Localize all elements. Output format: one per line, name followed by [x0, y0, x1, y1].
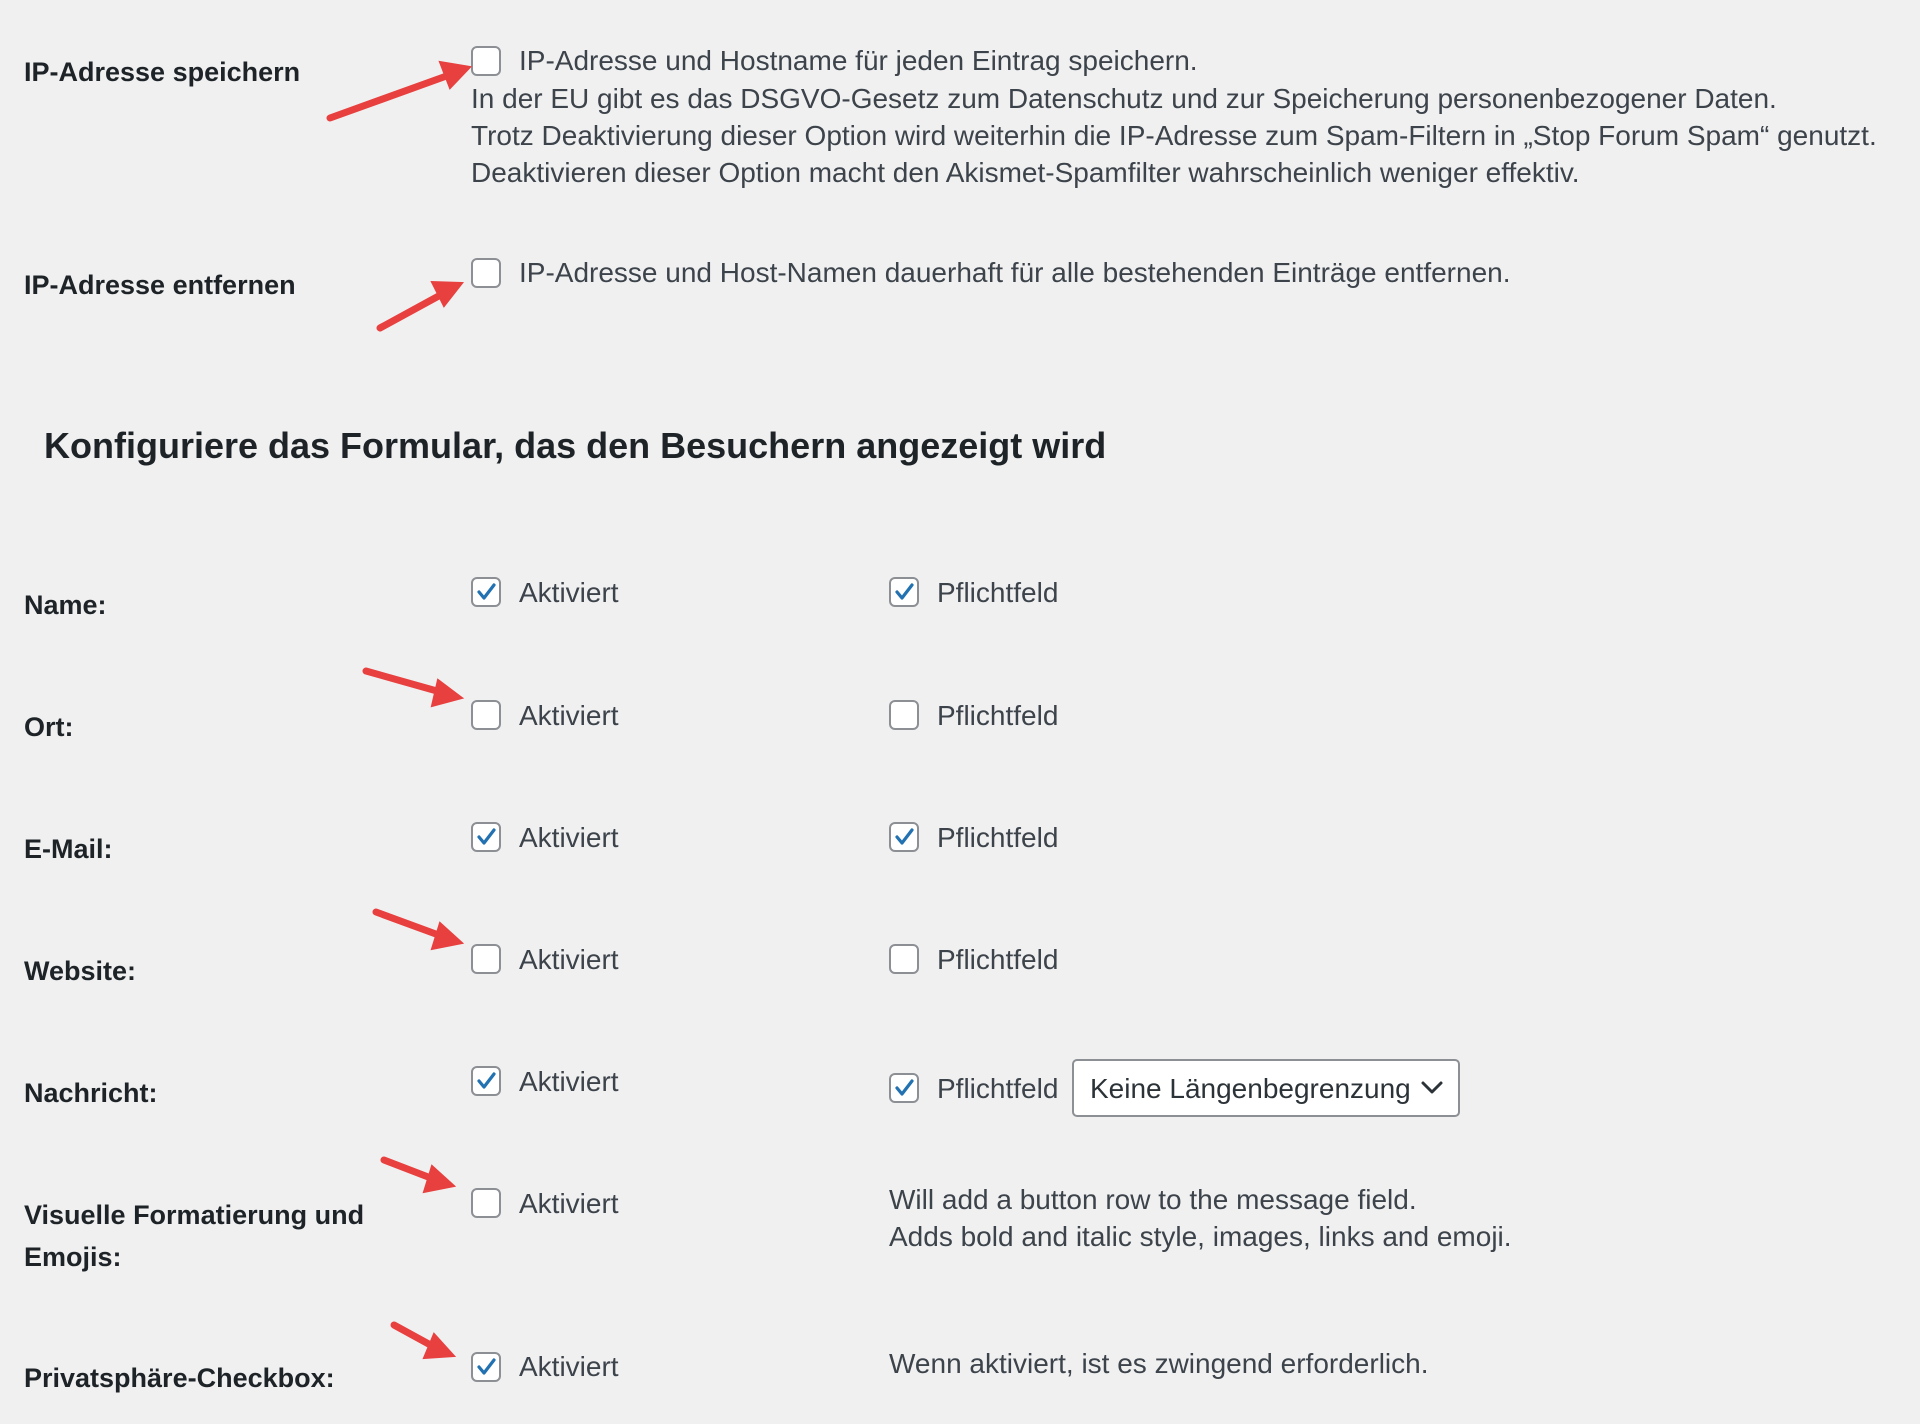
save-ip-checkbox[interactable] [471, 46, 501, 76]
website-enabled-checkbox[interactable] [471, 944, 501, 974]
arrow-icon-website [376, 912, 462, 949]
ort-enabled-label: Aktiviert [519, 700, 619, 731]
formatting-description-2: Adds bold and italic style, images, links and emoji. [889, 1221, 1512, 1252]
checkmark-icon [475, 581, 497, 603]
website-required-checkbox[interactable] [889, 944, 919, 974]
nachricht-required-label: Pflichtfeld [937, 1073, 1059, 1104]
email-enabled-label: Aktiviert [519, 822, 619, 853]
save-ip-description-1: In der EU gibt es das DSGVO-Gesetz zum Datenschutz und zur Speicherung personenbezogener Daten. [471, 83, 1777, 114]
save-ip-description-3: Deaktivieren dieser Option macht den Akismet-Spamfilter wahrscheinlich weniger effektiv. [471, 157, 1580, 188]
name-enabled-label: Aktiviert [519, 577, 619, 608]
name-enabled-checkbox[interactable] [471, 577, 501, 607]
arrow-icon-save-ip [330, 62, 470, 118]
message-length-select[interactable] [1072, 1059, 1460, 1117]
checkmark-icon [893, 826, 915, 848]
name-required-label: Pflichtfeld [937, 577, 1059, 608]
checkmark-icon [893, 1077, 915, 1099]
nachricht-enabled-label: Aktiviert [519, 1066, 619, 1097]
chevron-down-icon [1420, 1079, 1444, 1097]
row-label-privacy-checkbox: Privatsphäre-Checkbox: [24, 1363, 335, 1393]
message-length-select-value: Keine Längenbegrenzung [1090, 1073, 1411, 1104]
privacy-checkbox-enabled-label: Aktiviert [519, 1351, 619, 1382]
nachricht-required-checkbox[interactable] [889, 1073, 919, 1103]
row-label-name: Name: [24, 590, 107, 620]
privacy-checkbox-description: Wenn aktiviert, ist es zwingend erforderlich. [889, 1348, 1429, 1379]
checkmark-icon [893, 581, 915, 603]
save-ip-checkbox-label: IP-Adresse und Hostname für jeden Eintrag speichern. [519, 45, 1198, 76]
save-ip-description-2: Trotz Deaktivierung dieser Option wird weiterhin die IP-Adresse zum Spam-Filtern in „Stop Forum Spam“ genutzt. [471, 120, 1877, 151]
checkmark-icon [475, 1356, 497, 1378]
website-enabled-label: Aktiviert [519, 944, 619, 975]
formatting-enabled-checkbox[interactable] [471, 1188, 501, 1218]
save-ip-label: IP-Adresse speichern [24, 57, 301, 87]
row-label-website: Website: [24, 956, 137, 986]
checkmark-icon [475, 1070, 497, 1092]
remove-ip-label: IP-Adresse entfernen [24, 270, 296, 300]
arrow-icon-privacy-checkbox [394, 1325, 454, 1358]
row-label-formatting-1: Visuelle Formatierung und [24, 1200, 365, 1230]
arrow-icon-remove-ip [380, 282, 462, 328]
privacy-checkbox-enabled-checkbox[interactable] [471, 1352, 501, 1382]
ort-enabled-checkbox[interactable] [471, 700, 501, 730]
nachricht-enabled-checkbox[interactable] [471, 1066, 501, 1096]
row-label-formatting-2: Emojis: [24, 1242, 122, 1272]
formatting-enabled-label: Aktiviert [519, 1188, 619, 1219]
formatting-description-1: Will add a button row to the message field. [889, 1184, 1417, 1215]
email-required-checkbox[interactable] [889, 822, 919, 852]
remove-ip-checkbox[interactable] [471, 258, 501, 288]
email-required-label: Pflichtfeld [937, 822, 1059, 853]
name-required-checkbox[interactable] [889, 577, 919, 607]
website-required-label: Pflichtfeld [937, 944, 1059, 975]
arrow-icon-ort [366, 671, 462, 706]
row-label-nachricht: Nachricht: [24, 1078, 158, 1108]
row-label-ort: Ort: [24, 712, 74, 742]
checkmark-icon [475, 826, 497, 848]
ort-required-checkbox[interactable] [889, 700, 919, 730]
form-section-heading: Konfiguriere das Formular, das den Besuchern angezeigt wird [44, 425, 1107, 466]
email-enabled-checkbox[interactable] [471, 822, 501, 852]
arrow-icon-formatting [384, 1160, 454, 1192]
remove-ip-checkbox-label: IP-Adresse und Host-Namen dauerhaft für alle bestehenden Einträge entfernen. [519, 257, 1511, 288]
row-label-email: E-Mail: [24, 834, 113, 864]
ort-required-label: Pflichtfeld [937, 700, 1059, 731]
